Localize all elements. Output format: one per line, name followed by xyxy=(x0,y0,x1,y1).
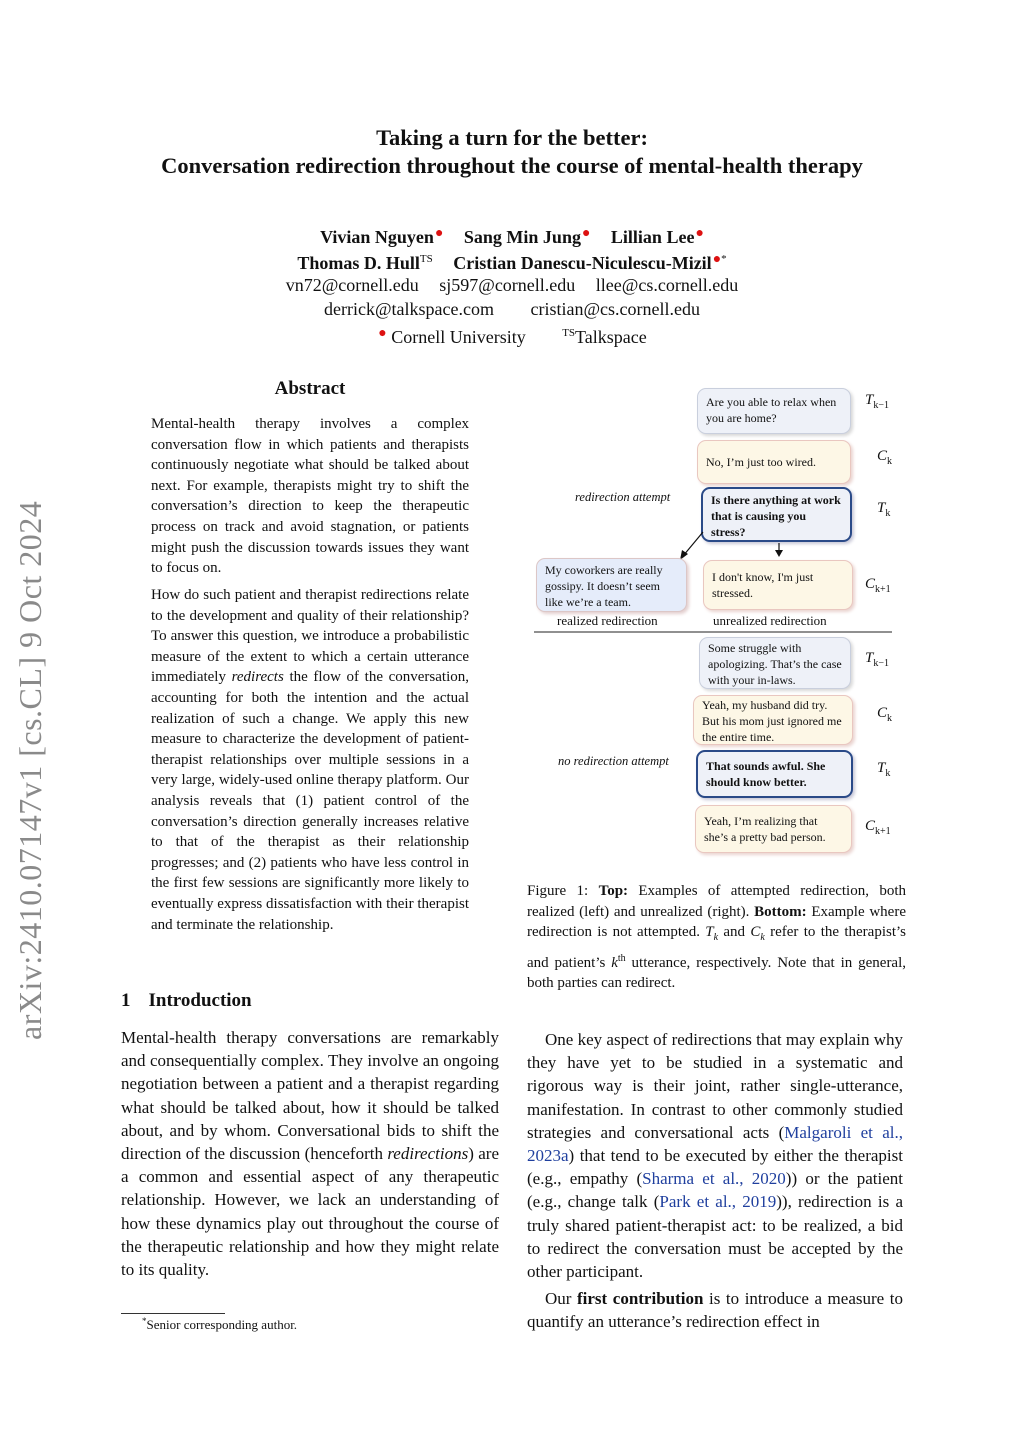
body-emphasis: redirections xyxy=(387,1144,469,1164)
citation-link[interactable]: Malgaroli et al., 2023a xyxy=(527,1122,903,1166)
cornell-dot-icon: ● xyxy=(712,252,722,267)
footnote xyxy=(142,1316,297,1333)
cornell-dot-icon: ● xyxy=(434,226,444,241)
cornell-dot-icon: ● xyxy=(378,326,387,341)
author-name: Cristian Danescu-Niculescu-Mizil xyxy=(453,253,712,273)
talkspace-mark: TS xyxy=(562,327,576,339)
caption-prefix: Figure 1: xyxy=(527,883,599,899)
abstract-text: the flow of the conversation, accounting for both the intention and the actual realization of such a change. We apply this new measure to characterize the development of patient-therapist relationships over multiple sessions in a very large, widely-used online therapy platform. Our analysis reveals that (1) patient control of the conversation’s direction generally increases relative to that of the therapist as their relationship progresses; and (2) patients who have less control in the first few sessions are significantly more likely to eventually express dissatisfaction with their therapist and terminate the relationship. xyxy=(151,669,469,933)
caption-text: Examples of attempted redirection, both realized (left) and unrealized (right). xyxy=(527,883,906,920)
author-line-1 xyxy=(0,222,1024,249)
talkspace-mark: TS xyxy=(419,253,433,265)
email-line-2 xyxy=(0,297,1024,321)
turn-label: $C_k$ xyxy=(877,705,893,724)
citation-link[interactable]: Park et al., 2019 xyxy=(659,1192,777,1212)
redirection-attempt-label: redirection attempt xyxy=(575,490,671,504)
email: sj597@cornell.edu xyxy=(439,275,576,295)
email: vn72@cornell.edu xyxy=(285,275,419,295)
turn-label: $T_k$ xyxy=(877,500,891,519)
arrow-left xyxy=(683,532,703,556)
turn-label: $C_k$ xyxy=(877,448,893,467)
figure-1 xyxy=(520,380,910,860)
email: derrick@talkspace.com xyxy=(323,299,494,319)
cornell-dot-icon: ● xyxy=(581,226,591,241)
email: cristian@cs.cornell.edu xyxy=(530,299,700,319)
affiliation: Talkspace xyxy=(575,327,647,347)
cornell-dot-icon: ● xyxy=(695,226,704,241)
right-paragraph-1 xyxy=(527,1028,903,1334)
author-name: Lillian Lee xyxy=(610,227,695,247)
body-text: )), redirection is a truly shared patient-therapist act: to be realized, a bid to redirect the conversation must be accepted by the other participant. xyxy=(527,1192,904,1282)
email: llee@cs.cornell.edu xyxy=(595,275,739,295)
caption-text: and xyxy=(718,924,751,941)
realized-label: realized redirection xyxy=(557,613,658,628)
citation-link[interactable]: Sharma et al., 2020 xyxy=(642,1169,786,1189)
abstract-paragraph-2 xyxy=(151,585,469,935)
body-text: Mental-health therapy conversations are remarkably and consequentially complex. They involve an ongoing negotiation between a patient and a therapist regarding what should be talked about, how it should be talked about, and by whom. Conversational bids to shift the direction of the discussion (henceforth xyxy=(121,1028,499,1164)
title-line-2: Conversation redirection throughout the course of mental-health therapy xyxy=(161,153,863,178)
caption-math: T xyxy=(705,924,714,941)
intro-paragraph xyxy=(121,1026,499,1281)
caption-bold: Top: xyxy=(598,883,629,899)
caption-math: k xyxy=(713,932,719,944)
caption-text: refer to the therapist’s and patient’s xyxy=(527,924,906,971)
therapist-bubble: Some struggle with apologizing. That’s the case with your in-laws. xyxy=(699,637,851,689)
body-text: ) that tend to be executed by either the therapist (e.g., empathy ( xyxy=(527,1146,903,1189)
abstract-text: Mental-health therapy involves a complex conversation flow in which patients and therapists continuously negotiate what should be talked about next. For example, therapists might try to shift the conversation’s direction to keep the therapeutic process on track and avoid stagnation, or patients might push the discussion towards issues they want to focus on. xyxy=(151,416,469,577)
body-text: )) or the patient (e.g., change talk ( xyxy=(527,1169,904,1212)
caption-math: C xyxy=(750,924,761,941)
caption-math: k xyxy=(760,932,765,944)
patient-bubble-left: My coworkers are really gossipy. It doesn’t seem like we’re a team. xyxy=(536,558,687,612)
turn-label: $T_{k-1}$ xyxy=(865,392,889,411)
caption-bold: Bottom: xyxy=(754,903,807,920)
abstract-text: How do such patient and therapist redirections relate to the development and quality of their relationship? To answer this question, we introduce a probabilistic measure of the extent to which a certain utterance immediately xyxy=(151,587,469,686)
section-heading xyxy=(121,990,252,1012)
abstract-heading: Abstract xyxy=(274,378,346,399)
footnote-rule xyxy=(121,1313,225,1314)
affiliation-line xyxy=(0,321,1024,349)
author-name: Vivian Nguyen xyxy=(320,227,434,247)
corresponding-mark: * xyxy=(721,253,727,265)
body-text: One key aspect of redirections that may explain why they have yet to be studied in a systematic and rigorous way is their joint, rather single-utterance, manifestation. In contrast to other commonly studied strategies and conversational acts ( xyxy=(527,1030,903,1142)
paper-title xyxy=(0,124,1024,180)
no-redirection-label: no redirection attempt xyxy=(558,754,669,768)
body-text: ) are a common and essential aspect of any therapeutic relationship. However, we lack an understanding of how these dynamics play out throughout the course of the therapeutic relationship and how they might relate to its quality. xyxy=(121,1144,499,1280)
turn-label: $C_{k+1}$ xyxy=(865,818,891,837)
therapist-bubble-bold: Is there anything at work that is causing you stress? xyxy=(701,487,852,542)
title-line-1: Taking a turn for the better: xyxy=(376,125,648,150)
body-bold: first contribution xyxy=(577,1289,704,1309)
patient-bubble-right: I don't know, I'm just stressed. xyxy=(703,560,853,610)
section-title: Introduction xyxy=(148,990,252,1011)
affiliation: Cornell University xyxy=(391,327,526,347)
turn-label: $T_k$ xyxy=(877,760,891,779)
author-name: Sang Min Jung xyxy=(463,227,581,247)
caption-text: Example where redirection is not attempted. xyxy=(527,903,906,941)
author-line-2 xyxy=(0,247,1024,275)
therapist-bubble-bold: That sounds awful. She should know better. xyxy=(696,750,853,798)
caption-math: k xyxy=(611,954,618,971)
email-line-1 xyxy=(0,273,1024,297)
patient-bubble: Yeah, my husband did try. But his mom just ignored me the entire time. xyxy=(693,695,853,745)
author-name: Thomas D. Hull xyxy=(297,253,420,273)
footnote-text: Senior corresponding author. xyxy=(146,1317,298,1332)
unrealized-label: unrealized redirection xyxy=(713,613,827,628)
patient-bubble: No, I’m just too wired. xyxy=(697,440,851,484)
figure-caption xyxy=(527,881,906,994)
arrow-down-head xyxy=(775,550,783,557)
footnote-mark: * xyxy=(142,1316,147,1326)
arxiv-stamp: arXiv:2410.07147v1 [cs.CL] 9 Oct 2024 xyxy=(12,500,48,1040)
abstract-emphasis: redirects xyxy=(231,669,284,686)
turn-label: $T_{k-1}$ xyxy=(865,650,889,669)
body-text: is to introduce a measure to quantify an utterance’s redirection effect in xyxy=(527,1289,903,1332)
therapist-bubble: Are you able to relax when you are home? xyxy=(697,388,851,434)
patient-bubble: Yeah, I’m realizing that she’s a pretty bad person. xyxy=(695,805,852,853)
caption-math: th xyxy=(617,952,626,964)
body-text: Our xyxy=(545,1289,577,1309)
abstract-paragraph-1 xyxy=(151,414,469,579)
caption-text: utterance, respectively. Note that in general, both parties can redirect. xyxy=(527,954,907,992)
section-number: 1 xyxy=(121,990,131,1011)
turn-label: $C_{k+1}$ xyxy=(865,576,891,595)
